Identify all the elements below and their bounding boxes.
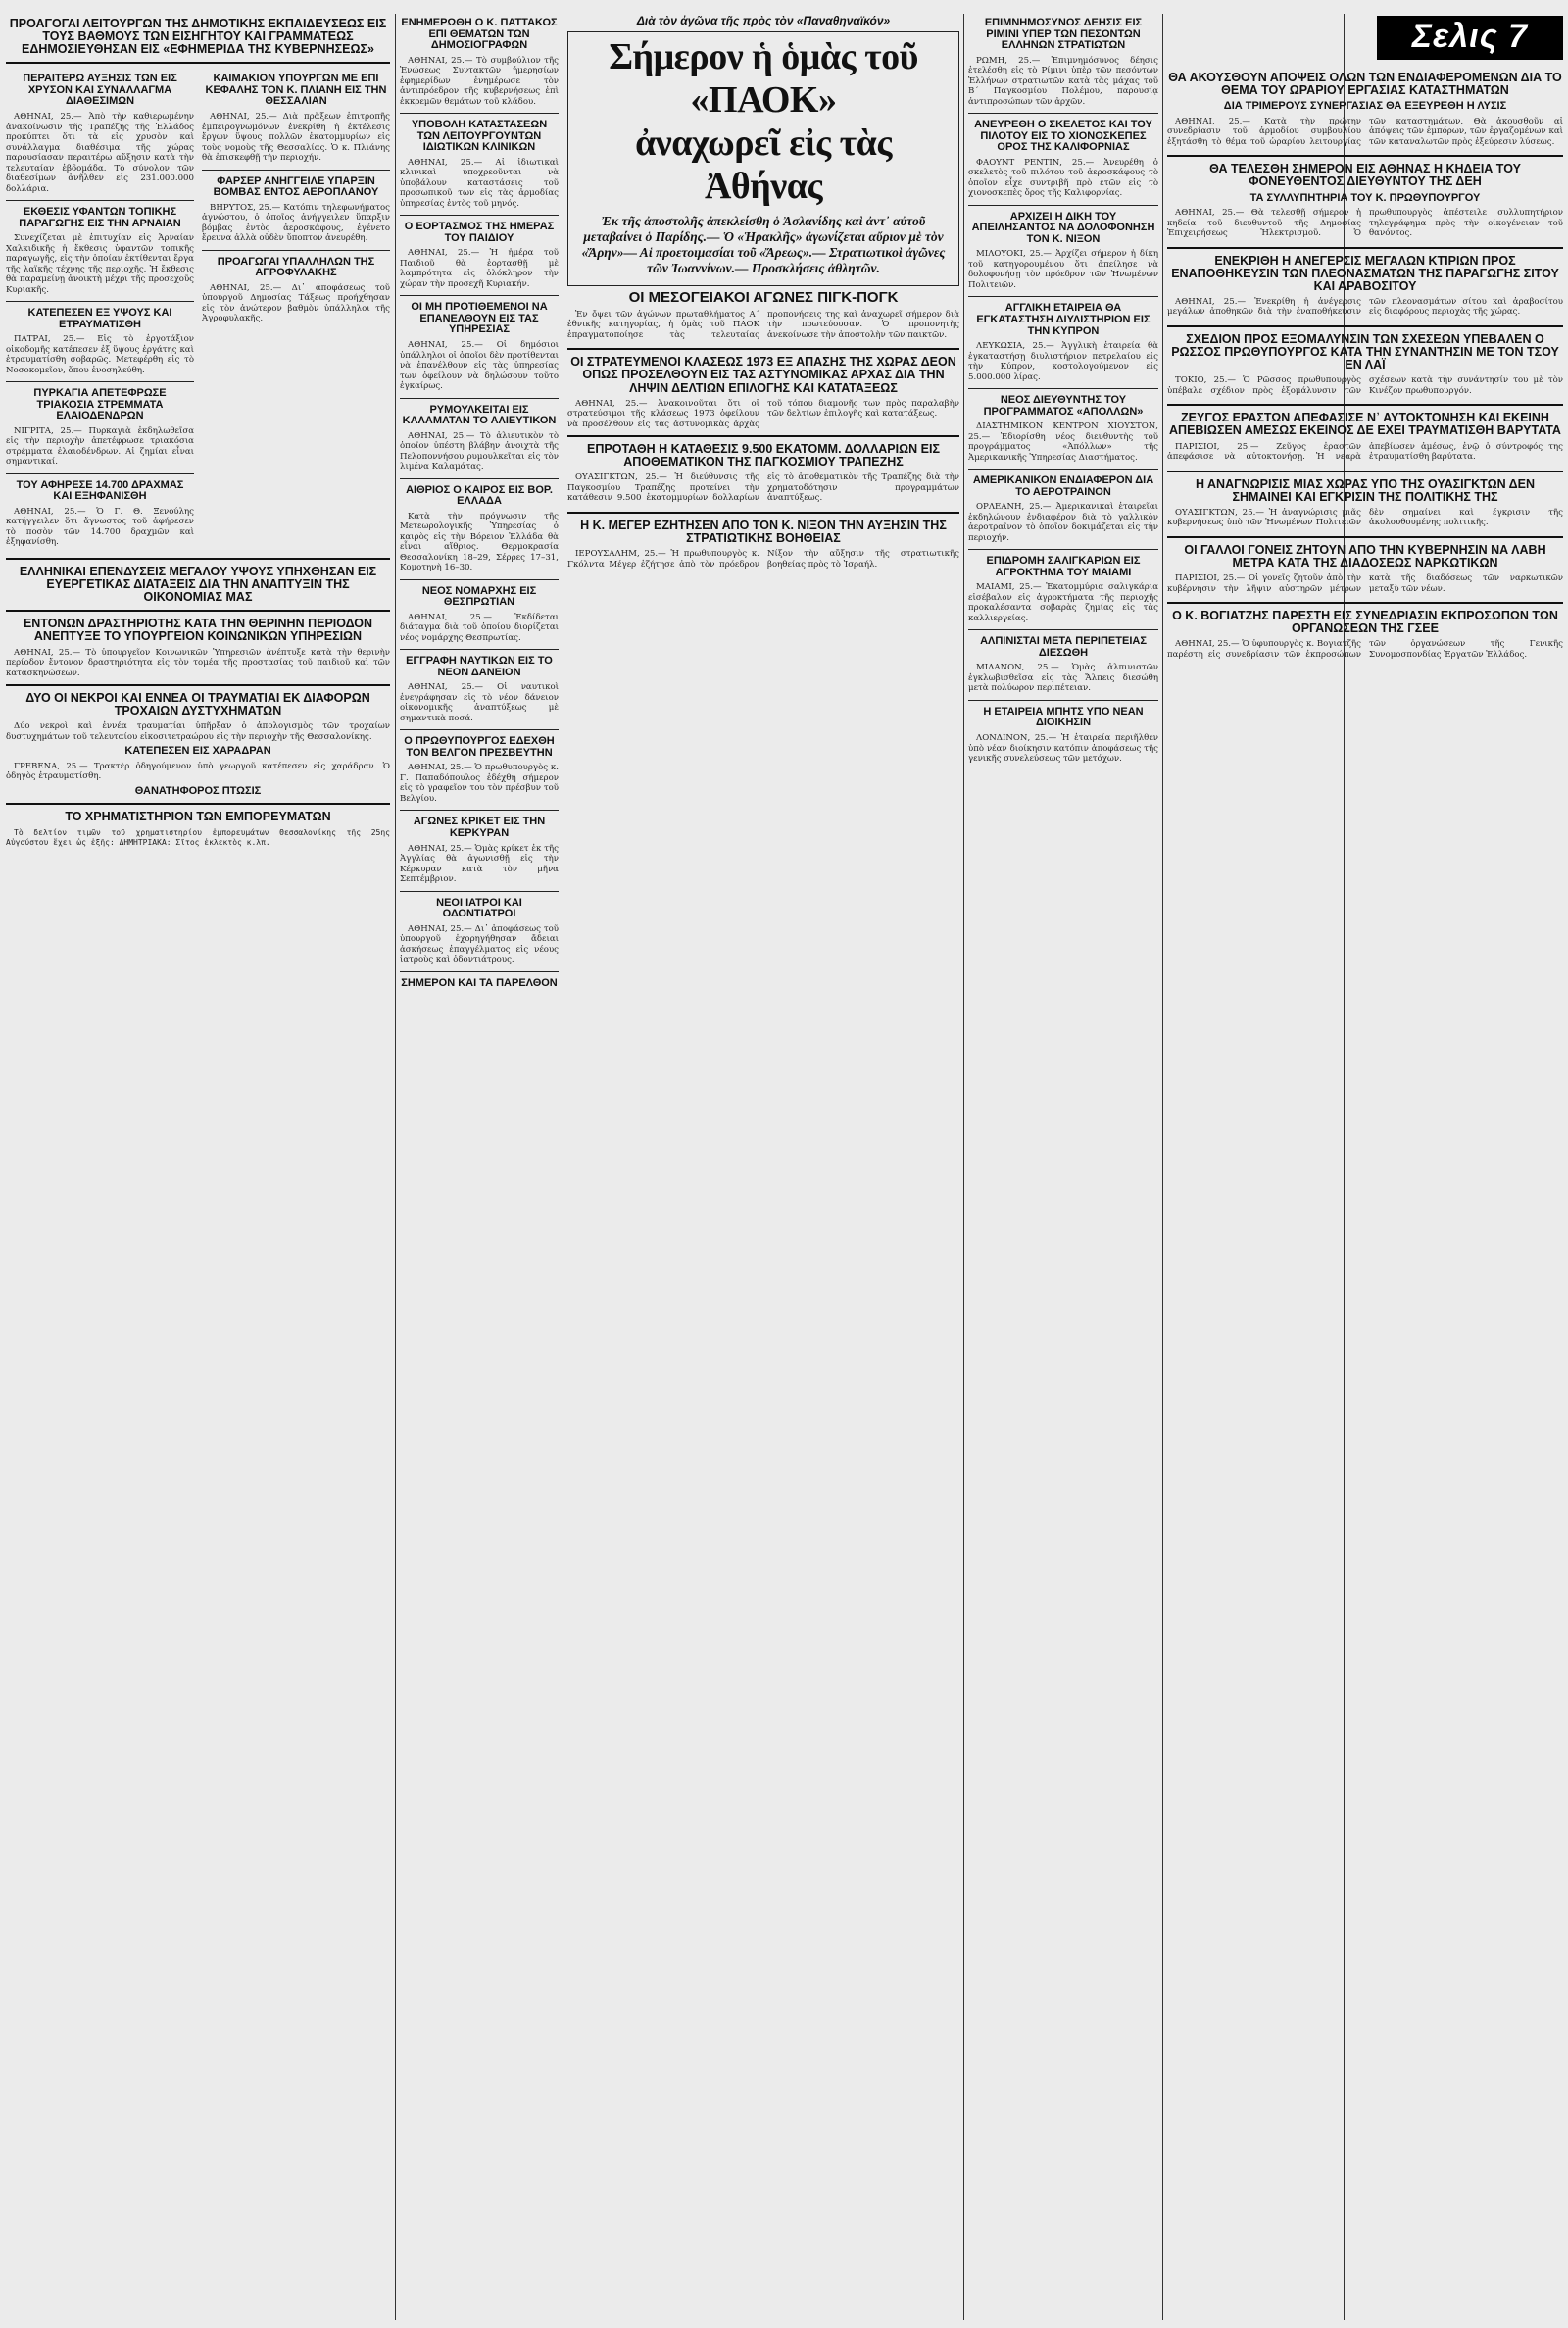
- left-column: [6, 14, 390, 2320]
- divider: [400, 729, 559, 730]
- article-headline: ΣΧΕΔΙΟΝ ΠΡΟΣ ΕΞΟΜΑΛΥΝΣΙΝ ΤΩΝ ΣΧΕΣΕΩΝ ΥΠΕΒΑΛΕΝ Ο ΡΩΣΣΟΣ ΠΡΩΘΥΠΟΥΡΓΟΣ ΚΑΤΑ ΤΗΝ ΣΥΝΑΝΤΗΣΙΝ ΜΕ ΤΟΝ ΤΣΟΥ ΕΝ ΛΑΪ: [1171, 331, 1559, 372]
- article-columns: [567, 549, 959, 571]
- column-2: [400, 14, 559, 2320]
- article-body: Δύο νεκροὶ καὶ ἐννέα τραυματίαι ὑπῆρξαν ὁ ἀπολογισμὸς τῶν τροχαίων δυστυχημάτων τοῦ τελευταίου εἰκοσιτετραώρου εἰς τὴν περιοχὴν τῆς Θεσσαλονίκης.: [6, 721, 390, 742]
- article-body: ΑΘΗΝΑΙ, 25.— Τὸ συμβούλιον τῆς Ἑνώσεως Συντακτῶν ἡμερησίων ἐφημερίδων ἐνημέρωσε τὸν ἀντιπρόεδρον τῆς κυβερνήσεως ἐπὶ ἐκκρεμῶν θεμάτων τοῦ κλάδου.: [400, 55, 559, 107]
- divider: [400, 215, 559, 216]
- divider: [968, 205, 1158, 206]
- divider: [6, 381, 194, 382]
- left-main-headline: ΠΡΟΑΓΟΓΑΙ ΛΕΙΤΟΥΡΓΩΝ ΤΗΣ ΔΗΜΟΤΙΚΗΣ ΕΚΠΑΙΔΕΥΣΕΩΣ ΕΙΣ ΤΟΥΣ ΒΑΘΜΟΥΣ ΤΩΝ ΕΙΣΗΓΗΤΟΥ ΚΑΙ ΓΡΑΜΜΑΤΕΩΣ ΕΔΗΜΟΣΙΕΥΘΗΣΑΝ ΕΙΣ «ΕΦΗΜΕΡΙΔΑ ΤΗΣ ΚΥΒΕΡΝΗΣΕΩΣ»: [9, 17, 387, 57]
- article-body: ΜΙΛΑΝΟΝ, 25.— Ὁμὰς ἀλπινιστῶν ἐγκλωβισθεῖσα εἰς τὰς Ἄλπεις διεσώθη μετὰ πολύωρον περιπέτειαν.: [968, 663, 1158, 694]
- article-headline: ΟΙ ΣΤΡΑΤΕΥΜΕΝΟΙ ΚΛΑΣΕΩΣ 1973 ΕΞ ΑΠΑΣΗΣ ΤΗΣ ΧΩΡΑΣ ΔΕΟΝ ΟΠΩΣ ΠΡΟΣΕΛΘΟΥΝ ΕΙΣ ΤΑΣ ΑΣΤΥΝΟΜΙΚΑΣ ΑΡΧΑΣ ΔΙΑ ΤΗΝ ΛΗΨΙΝ ΔΕΛΤΙΩΝ ΕΠΙΛΟΓΗΣ ΚΑΙ ΚΑΤΑΤΑΞΕΩΣ: [570, 355, 956, 395]
- divider: [400, 579, 559, 580]
- article-headline: Ο Κ. ΒΟΓΙΑΤΖΗΣ ΠΑΡΕΣΤΗ ΕΙΣ ΣΥΝΕΔΡΙΑΣΙΝ ΕΚΠΡΟΣΩΠΩΝ ΤΩΝ ΟΡΓΑΝΩΣΕΩΝ ΤΗΣ ΓΣΕΕ: [1172, 609, 1558, 636]
- divider: [400, 649, 559, 650]
- article-headline: ΕΝΗΜΕΡΩΘΗ Ο Κ. ΠΑΤΤΑΚΟΣ ΕΠΙ ΘΕΜΑΤΩΝ ΤΩΝ ΔΗΜΟΣΙΟΓΡΑΦΩΝ: [401, 17, 558, 52]
- article-body: ΑΘΗΝΑΙ, 25.— Ἀνακοινοῦται ὅτι οἱ στρατεύσιμοι τῆς κλάσεως 1973 ὀφείλουν νὰ προσέλθουν εἰς τὰς ἀστυνομικὰς ἀρχὰς τοῦ τόπου διαμονῆς των πρὸς παραλαβὴν τῶν δελτίων ἐπιλογῆς καὶ κατατάξεως.: [567, 398, 959, 429]
- lead-deck: Ἐκ τῆς ἀποστολῆς ἀπεκλείσθη ὁ Ἀσλανίδης καὶ ἀντ᾽ αὐτοῦ μεταβαίνει ὁ Παρίδης.— Ὁ «Ἡρακλῆς» ἀγωνίζεται αὔριον μὲ τὸν «Ἄρην»— Αἱ προετοιμασίαι τοῦ «Ἄρεως».— Στρατιωτικοὶ ἀγῶνες τῶν Ἰωαννίνων.— Προσκλήσεις ἀθλητῶν.: [581, 214, 946, 275]
- article-columns: [1167, 639, 1563, 662]
- column-rule: [963, 14, 964, 2320]
- right-column: [1167, 14, 1563, 2320]
- article-headline: ΚΑΤΕΠΕΣΕΝ ΕΞ ΥΨΟΥΣ ΚΑΙ ΕΤΡΑΥΜΑΤΙΣΘΗ: [27, 307, 172, 330]
- article-headline: ΕΝΕΚΡΙΘΗ Η ΑΝΕΓΕΡΣΙΣ ΜΕΓΑΛΩΝ ΚΤΙΡΙΩΝ ΠΡΟΣ ΕΝΑΠΟΘΗΚΕΥΣΙΝ ΤΩΝ ΠΛΕΟΝΑΣΜΑΤΩΝ ΤΗΣ ΠΑΡΑΓΩΓΗΣ ΣΙΤΟΥ ΚΑΙ ΑΡΑΒΟΣΙΤΟΥ: [1171, 253, 1559, 293]
- divider: [202, 170, 390, 171]
- article-body: ΑΘΗΝΑΙ, 25.— Οἱ δημόσιοι ὑπάλληλοι οἱ ὁποῖοι δὲν προτίθενται νὰ ἐπανέλθουν εἰς τὰς ὑπηρεσίας των ὀφείλουν νὰ δηλώσουν τοῦτο ἐγκαίρως.: [400, 340, 559, 392]
- article-headline: ΕΝΤΟΝΩΝ ΔΡΑΣΤΗΡΙΟΤΗΣ ΚΑΤΑ ΤΗΝ ΘΕΡΙΝΗΝ ΠΕΡΙΟΔΟΝ ΑΝΕΠΤΥΞΕ ΤΟ ΥΠΟΥΡΓΕΙΟΝ ΚΟΙΝΩΝΙΚΩΝ ΥΠΗΡΕΣΙΩΝ: [23, 617, 373, 644]
- article-body: ΑΘΗΝΑΙ, 25.— Θὰ τελεσθῇ σήμερον ἡ κηδεία τοῦ διευθυντοῦ τῆς Δημοσίας Ἐπιχειρήσεως Ἠλεκτρισμοῦ. Ὁ πρωθυπουργὸς ἀπέστειλε συλλυπητήριον τηλεγράφημα πρὸς τὴν οἰκογένειαν τοῦ θανόντος.: [1167, 208, 1563, 239]
- article-body: ΑΘΗΝΑΙ, 25.— Ὁμὰς κρίκετ ἐκ τῆς Ἀγγλίας θὰ ἀγωνισθῇ εἰς τὴν Κέρκυραν κατὰ τὸν μῆνα Σεπτέμβριον.: [400, 843, 559, 885]
- column-rule: [1162, 14, 1163, 2320]
- lead-headline-line-2: ἀναχωρεῖ εἰς τὰς Ἀθήνας: [635, 123, 892, 207]
- article-body: ΠΑΤΡΑΙ, 25.— Εἰς τὸ ἐργοτάξιον οἰκοδομῆς κατέπεσεν ἐξ ὕψους ἐργάτης καὶ ἐτραυματίσθη σοβαρῶς. Μετεφέρθη εἰς τὸ Νοσοκομεῖον, ὅπου ἐνοσηλεύθη.: [6, 334, 194, 375]
- article-columns: [567, 472, 959, 506]
- article-headline: ΚΑΙΜΑΚΙΟΝ ΥΠΟΥΡΓΩΝ ΜΕ ΕΠΙ ΚΕΦΑΛΗΣ ΤΟΝ Κ. ΠΛΙΑΝΗ ΕΙΣ ΤΗΝ ΘΕΣΣΑΛΙΑΝ: [205, 73, 387, 108]
- article-headline: ΤΟΥ ΑΦΗΡΕΣΕ 14.700 ΔΡΑΧΜΑΣ ΚΑΙ ΕΞΗΦΑΝΙΣΘΗ: [16, 478, 184, 503]
- divider: [968, 700, 1158, 701]
- divider: [968, 388, 1158, 389]
- article-headline: ΠΕΡΑΙΤΕΡΩ ΑΥΞΗΣΙΣ ΤΩΝ ΕΙΣ ΧΡΥΣΟΝ ΚΑΙ ΣΥΝΑΛΛΑΓΜΑ ΔΙΑΘΕΣΙΜΩΝ: [23, 73, 177, 108]
- article-headline: ΑΡΧΙΖΕΙ Η ΔΙΚΗ ΤΟΥ ΑΠΕΙΛΗΣΑΝΤΟΣ ΝΑ ΔΟΛΟΦΟΝΗΣΗ ΤΟΝ Κ. ΝΙΞΟΝ: [971, 210, 1155, 245]
- top-strip: Διὰ τὸν ἀγῶνα τῆς πρὸς τὸν «Παναθηναϊκόν»: [636, 14, 891, 27]
- article-headline: ΦΑΡΣΕΡ ΑΝΗΓΓΕΙΛΕ ΥΠΑΡΞΙΝ ΒΟΜΒΑΣ ΕΝΤΟΣ ΑΕΡΟΠΛΑΝΟΥ: [213, 174, 379, 199]
- article-headline: ΠΥΡΚΑΓΙΑ ΑΠΕΤΕΦΡΩΣΕ ΤΡΙΑΚΟΣΙΑ ΣΤΡΕΜΜΑΤΑ ΕΛΑΙΟΔΕΝΔΡΩΝ: [33, 387, 167, 422]
- article-headline: ΕΠΡΟΤΑΘΗ Η ΚΑΤΑΘΕΣΙΣ 9.500 ΕΚΑΤΟΜΜ. ΔΟΛΛΑΡΙΩΝ ΕΙΣ ΑΠΟΘΕΜΑΤΙΚΟΝ ΤΗΣ ΠΑΓΚΟΣΜΙΟΥ ΤΡΑΠΕΖΗΣ: [587, 442, 940, 470]
- divider: [6, 301, 194, 302]
- divider: [968, 296, 1158, 297]
- article-body: Ἐν ὄψει τῶν ἀγώνων πρωταθλήματος Α΄ ἐθνικῆς κατηγορίας, ἡ ὁμὰς τοῦ ΠΑΟΚ ἐπραγματοποίησε τὰς τελευταίας προπονήσεις της καὶ ἀναχωρεῖ σήμερον διὰ τὴν πρωτεύουσαν. Ὁ προπονητὴς ἀνεκοίνωσε τὴν ἀποστολὴν τῶν παικτῶν.: [567, 309, 959, 340]
- article-body: ΠΑΡΙΣΙΟΙ, 25.— Οἱ γονεῖς ζητοῦν ἀπὸ τὴν κυβέρνησιν τὴν λῆψιν αὐστηρῶν μέτρων κατὰ τῆς διαδόσεως τῶν ναρκωτικῶν μεταξὺ τῶν νέων.: [1167, 573, 1563, 594]
- divider: [1167, 471, 1563, 472]
- divider: [6, 803, 390, 805]
- divider: [6, 473, 194, 474]
- article-body: Κατὰ τὴν πρόγνωσιν τῆς Μετεωρολογικῆς Ὑπηρεσίας ὁ καιρὸς εἰς τὴν Βόρειον Ἑλλάδα θὰ εἶναι αἴθριος. Θερμοκρασία Θεσσαλονίκη 18–29, Σέρρες 17–31, Κομοτηνὴ 16–30.: [400, 511, 559, 573]
- article-headline: ΘΑ ΑΚΟΥΣΘΟΥΝ ΑΠΟΨΕΙΣ ΟΛΩΝ ΤΩΝ ΕΝΔΙΑΦΕΡΟΜΕΝΩΝ ΔΙΑ ΤΟ ΘΕΜΑ ΤΟΥ ΩΡΑΡΙΟΥ ΕΡΓΑΣΙΑΣ ΚΑΤΑΣΤΗΜΑΤΩΝ: [1168, 71, 1562, 98]
- divider: [1167, 536, 1563, 538]
- article-headline: ΑΓΓΛΙΚΗ ΕΤΑΙΡΕΙΑ ΘΑ ΕΓΚΑΤΑΣΤΗΣΗ ΔΙΥΛΙΣΤΗΡΙΟΝ ΕΙΣ ΤΗΝ ΚΥΠΡΟΝ: [976, 302, 1151, 337]
- article-headline: ΕΠΙΜΝΗΜΟΣΥΝΟΣ ΔΕΗΣΙΣ ΕΙΣ ΡΙΜΙΝΙ ΥΠΕΡ ΤΩΝ ΠΕΣΟΝΤΩΝ ΕΛΛΗΝΩΝ ΣΤΡΑΤΙΩΤΩΝ: [984, 17, 1143, 52]
- article-headline: Η Κ. ΜΕΓΕΡ ΕΖΗΤΗΣΕΝ ΑΠΟ ΤΟΝ Κ. ΝΙΞΟΝ ΤΗΝ ΑΥΞΗΣΙΝ ΤΗΣ ΣΤΡΑΤΙΩΤΙΚΗΣ ΒΟΗΘΕΙΑΣ: [580, 518, 947, 545]
- divider: [400, 398, 559, 399]
- divider: [1167, 602, 1563, 604]
- article-headline: ΣΗΜΕΡΟΝ ΚΑΙ ΤΑ ΠΑΡΕΛΘΟΝ: [401, 976, 558, 989]
- article-body: ΓΡΕΒΕΝΑ, 25.— Τρακτὲρ ὁδηγούμενον ὑπὸ γεωργοῦ κατέπεσεν εἰς χαράδραν. Ὁ ὁδηγὸς ἐτραυματίσθη.: [6, 761, 390, 782]
- article-body: ΙΕΡΟΥΣΑΛΗΜ, 25.— Ἡ πρωθυπουργὸς κ. Γκόλντα Μέγερ ἐζήτησε ἀπὸ τὸν πρόεδρον Νίξον τὴν αὔξησιν τῆς στρατιωτικῆς βοηθείας πρὸς τὸ Ἰσραήλ.: [567, 549, 959, 570]
- article-headline: ΑΛΠΙΝΙΣΤΑΙ ΜΕΤΑ ΠΕΡΙΠΕΤΕΙΑΣ ΔΙΕΣΩΘΗ: [980, 635, 1147, 659]
- article-body: ΜΙΛΟΥΟΚΙ, 25.— Ἀρχίζει σήμερον ἡ δίκη τοῦ κατηγορουμένου ὅτι ἀπείλησε νὰ δολοφονήσῃ τὸν πρόεδρον τῶν Ἡνωμένων Πολιτειῶν.: [968, 249, 1158, 290]
- divider: [6, 200, 194, 201]
- article-body: ΑΘΗΝΑΙ, 25.— Τὸ ἁλιευτικὸν τὸ ὁποῖον ὑπέστη βλάβην ἀνοιχτὰ τῆς Πελοποννήσου ρυμουλκεῖται εἰς τὸν λιμένα Καλαμάτας.: [400, 430, 559, 472]
- article-headline: ΑΝΕΥΡΕΘΗ Ο ΣΚΕΛΕΤΟΣ ΚΑΙ ΤΟΥ ΠΙΛΟΤΟΥ ΕΙΣ ΤΟ ΧΙΟΝΟΣΚΕΠΕΣ ΟΡΟΣ ΤΗΣ ΚΑΛΙΦΟΡΝΙΑΣ: [974, 119, 1152, 154]
- article-body: ΛΕΥΚΩΣΙΑ, 25.— Ἀγγλικὴ ἑταιρεία θὰ ἐγκαταστήσῃ διυλιστήριον πετρελαίου εἰς τὴν Κύπρον, κοστολογούμενον εἰς 5.000.000 λίρας.: [968, 341, 1158, 382]
- article-columns: [1167, 208, 1563, 241]
- article-columns: [1167, 573, 1563, 596]
- divider: [968, 629, 1158, 630]
- article-body: Συνεχίζεται μὲ ἐπιτυχίαν εἰς Ἀρναίαν Χαλκιδικῆς ἡ ἔκθεσις ὑφαντῶν τοπικῆς παραγωγῆς, εἰς τὴν ὁποίαν ἐκτίθενται ἔργα τῆς λαϊκῆς τέχνης τῆς περιοχῆς. Ἡ ἔκθεσις θὰ παραμείνῃ ἀνοικτὴ μέχρι τῆς προσεχοῦς Κυριακῆς.: [6, 233, 194, 295]
- divider: [1167, 325, 1563, 327]
- article-body: Τὸ δελτίον τιμῶν τοῦ χρηματιστηρίου ἐμπορευμάτων Θεσσαλονίκης τῆς 25ης Αὐγούστου ἔχει ὡς ἑξῆς: ΔΗΜΗΤΡΙΑΚΑ: Σῖτος ἐκλεκτὸς κ.λπ.: [6, 827, 390, 847]
- article-headline: ΟΙ ΜΗ ΠΡΟΤΙΘΕΜΕΝΟΙ ΝΑ ΕΠΑΝΕΛΘΟΥΝ ΕΙΣ ΤΑΣ ΥΠΗΡΕΣΙΑΣ: [411, 301, 548, 336]
- divider: [400, 113, 559, 114]
- article-columns: [1167, 442, 1563, 465]
- article-body: ΟΥΑΣΙΓΚΤΩΝ, 25.— Ἡ διεύθυνσις τῆς Παγκοσμίου Τραπέζης προτείνει τὴν κατάθεσιν 9.500 ἑκατομμυρίων δολλαρίων εἰς τὸ ἀποθεματικὸν τῆς Τραπέζης διὰ τὴν χρηματοδότησιν προγραμμάτων ἀναπτύξεως.: [567, 472, 959, 504]
- article-headline: ΑΙΘΡΙΟΣ Ο ΚΑΙΡΟΣ ΕΙΣ ΒΟΡ. ΕΛΛΑΔΑ: [406, 483, 553, 508]
- article-subheadline: ΤΑ ΣΥΛΛΥΠΗΤΗΡΙΑ ΤΟΥ Κ. ΠΡΩΘΥΠΟΥΡΓΟΥ: [1250, 191, 1481, 204]
- lead-headline-line-1: Σήμερον ἡ ὁμὰς τοῦ «ΠΑΟΚ»: [609, 36, 918, 121]
- divider: [6, 558, 390, 560]
- article-headline: ΔΥΟ ΟΙ ΝΕΚΡΟΙ ΚΑΙ ΕΝΝΕΑ ΟΙ ΤΡΑΥΜΑΤΙΑΙ ΕΚ ΔΙΑΦΟΡΩΝ ΤΡΟΧΑΙΩΝ ΔΥΣΤΥΧΗΜΑΤΩΝ: [25, 691, 370, 718]
- article-headline: ΕΚΘΕΣΙΣ ΥΦΑΝΤΩΝ ΤΟΠΙΚΗΣ ΠΑΡΑΓΩΓΗΣ ΕΙΣ ΤΗΝ ΑΡΝΑΙΑΝ: [19, 206, 181, 229]
- divider: [400, 810, 559, 811]
- divider: [6, 610, 390, 612]
- article-subheadline: ΔΙΑ ΤΡΙΜΕΡΟΥΣ ΣΥΝΕΡΓΑΣΙΑΣ ΘΑ ΕΞΕΥΡΕΘΗ Η ΛΥΣΙΣ: [1223, 100, 1507, 113]
- article-body: ΑΘΗΝΑΙ, 25.— Ἐνεκρίθη ἡ ἀνέγερσις μεγάλων ἀποθηκῶν διὰ τὴν ἐναποθήκευσιν τῶν πλεονασμάτων σίτου καὶ ἀραβοσίτου εἰς διαφόρους περιοχὰς τῆς χώρας.: [1167, 296, 1563, 318]
- article-headline: ΚΑΤΕΠΕΣΕΝ ΕΙΣ ΧΑΡΑΔΡΑΝ: [124, 745, 271, 758]
- article-body: ΑΘΗΝΑΙ, 25.— Δι᾽ ἀποφάσεως τοῦ ὑπουργοῦ ἐχορηγήθησαν ἄδειαι ἀσκήσεως ἐπαγγέλματος εἰς νέους ἰατροὺς καὶ ὀδοντιάτρους.: [400, 923, 559, 966]
- article-body: ΔΙΑΣΤΗΜΙΚΟΝ ΚΕΝΤΡΟΝ ΧΙΟΥΣΤΟΝ, 25.— Ἐδιορίσθη νέος διευθυντὴς τοῦ προγράμματος «Ἀπόλλων» τῆς Ἀμερικανικῆς Ὑπηρεσίας Διαστήματος.: [968, 421, 1158, 463]
- article-body: ΝΙΓΡΙΤΑ, 25.— Πυρκαγιὰ ἐκδηλωθεῖσα εἰς τὴν περιοχὴν ἀπετέφρωσε τριακόσια στρέμματα ἐλαιοδένδρων. Αἱ ζημίαι εἶναι σημαντικαί.: [6, 425, 194, 468]
- article-headline: ΖΕΥΓΟΣ ΕΡΑΣΤΩΝ ΑΠΕΦΑΣΙΣΕ Ν᾽ ΑΥΤΟΚΤΟΝΗΣΗ ΚΑΙ ΕΚΕΙΝΗ ΑΠΕΒΙΩΣΕΝ ΑΜΕΣΩΣ ΕΚΕΙΝΟΣ ΔΕ ΕΧΕΙ ΤΡΑΥΜΑΤΙΣΘΗ ΒΑΡΥΤΑΤΑ: [1169, 411, 1561, 438]
- masthead-row: [1167, 14, 1563, 68]
- article-columns: [567, 310, 959, 343]
- article-headline: ΑΜΕΡΙΚΑΝΙΚΟΝ ΕΝΔΙΑΦΕΡΟΝ ΔΙΑ ΤΟ ΑΕΡΟΤΡΑΙΝΟΝ: [972, 474, 1154, 498]
- article-body: ΡΩΜΗ, 25.— Ἐπιμνημόσυνος δέησις ἐτελέσθη εἰς τὸ Ρίμινι ὑπὲρ τῶν πεσόντων Ἑλλήνων στρατιωτῶν κατὰ τὰς μάχας τοῦ Β΄ Παγκοσμίου Πολέμου, παρουσίᾳ ἀντιπροσώπων τῶν ἀρχῶν.: [968, 55, 1158, 107]
- article-body: ΒΗΡΥΤΟΣ, 25.— Κατόπιν τηλεφωνήματος ἀγνώστου, ὁ ὁποῖος ἀνήγγειλεν ὕπαρξιν βόμβας ἐντὸς ἀεροσκάφους, ἐγένετο ἔρευνα ἀλλὰ οὐδὲν ὕποπτον ἀνευρέθη.: [202, 202, 390, 244]
- divider: [202, 250, 390, 251]
- article-body: ΑΘΗΝΑΙ, 25.— Δι᾽ ἀποφάσεως τοῦ ὑπουργοῦ Δημοσίας Τάξεως προήχθησαν εἰς τὸν ἀνώτερον βαθμὸν ὑπάλληλοι τῆς Ἀγροφυλακῆς.: [202, 282, 390, 324]
- article-body: ΑΘΗΝΑΙ, 25.— Ὁ ὑφυπουργὸς κ. Βογιατζῆς παρέστη εἰς συνεδρίασιν τῶν ἐκπροσώπων τῶν ὀργανώσεων τῆς Γενικῆς Συνομοσπονδίας Ἐργατῶν Ἑλλάδος.: [1167, 639, 1563, 660]
- article-body: ΠΑΡΙΣΙΟΙ, 25.— Ζεῦγος ἐραστῶν ἀπεφάσισε νὰ αὐτοκτονήσῃ. Ἡ νεαρὰ ἀπεβίωσεν ἀμέσως, ἐνῷ ὁ σύντροφός της ἐτραυματίσθη βαρύτατα.: [1167, 441, 1563, 463]
- article-body: ΑΘΗΝΑΙ, 25.— Κατὰ τὴν πρώτην συνεδρίασιν τοῦ ἁρμοδίου συμβουλίου ἐξητάσθη τὸ θέμα τοῦ ὡραρίου λειτουργίας τῶν καταστημάτων. Θὰ ἀκουσθοῦν αἱ ἀπόψεις τῶν ἐμπόρων, τῶν ἐργαζομένων καὶ τῶν καταναλωτῶν πρὸς ἐξεύρεσιν λύσεως.: [1167, 116, 1563, 147]
- article-headline: ΥΠΟΒΟΛΗ ΚΑΤΑΣΤΑΣΕΩΝ ΤΩΝ ΛΕΙΤΟΥΡΓΟΥΝΤΩΝ ΙΔΙΩΤΙΚΩΝ ΚΛΙΝΙΚΩΝ: [411, 119, 548, 154]
- article-body: ΑΘΗΝΑΙ, 25.— Οἱ ναυτικοὶ ἐνεγράφησαν εἰς τὸ νέον δάνειον οἰκονομικῆς ἀναπτύξεως μὲ σημαντικὰ ποσά.: [400, 682, 559, 723]
- article-headline: ΕΛΛΗΝΙΚΑΙ ΕΠΕΝΔΥΣΕΙΣ ΜΕΓΑΛΟΥ ΥΨΟΥΣ ΥΠΗΧΘΗΣΑΝ ΕΙΣ ΕΥΕΡΓΕΤΙΚΑΣ ΔΙΑΤΑΞΕΙΣ ΔΙΑ ΤΗΝ ΑΝΑΠΤΥΞΙΝ ΤΗΣ ΟΙΚΟΝΟΜΙΑΣ ΜΑΣ: [19, 564, 377, 605]
- article-headline: Η ΑΝΑΓΝΩΡΙΣΙΣ ΜΙΑΣ ΧΩΡΑΣ ΥΠΟ ΤΗΣ ΟΥΑΣΙΓΚΤΩΝ ΔΕΝ ΣΗΜΑΙΝΕΙ ΚΑΙ ΕΓΚΡΙΣΙΝ ΤΗΣ ΠΟΛΙΤΙΚΗΣ ΤΗΣ: [1195, 476, 1535, 504]
- article-headline: Ο ΕΟΡΤΑΣΜΟΣ ΤΗΣ ΗΜΕΡΑΣ ΤΟΥ ΠΑΙΔΙΟΥ: [404, 221, 555, 244]
- article-headline: ΕΠΙΔΡΟΜΗ ΣΑΛΙΓΚΑΡΙΩΝ ΕΙΣ ΑΓΡΟΚΤΗΜΑ ΤΟΥ ΜΑΙΑΜΙ: [986, 555, 1141, 578]
- article-headline: ΑΓΩΝΕΣ ΚΡΙΚΕΤ ΕΙΣ ΤΗΝ ΚΕΡΚΥΡΑΝ: [413, 816, 546, 840]
- divider: [968, 113, 1158, 114]
- article-body: ΟΡΛΕΑΝΗ, 25.— Ἀμερικανικαὶ ἑταιρεῖαι ἐκδηλώνουν ἐνδιαφέρον διὰ τὸ γαλλικὸν ἀεροτραῖνον τὸ ὁποῖον δοκιμάζεται εἰς τὴν περιοχήν.: [968, 502, 1158, 543]
- divider: [400, 478, 559, 479]
- article-headline: ΝΕΟΣ ΝΟΜΑΡΧΗΣ ΕΙΣ ΘΕΣΠΡΩΤΙΑΝ: [421, 584, 537, 609]
- article-headline: ΡΥΜΟΥΛΚΕΙΤΑΙ ΕΙΣ ΚΑΛΑΜΑΤΑΝ ΤΟ ΑΛΙΕΥΤΙΚΟΝ: [402, 403, 557, 427]
- lead-story-box: [567, 31, 959, 286]
- article-columns: [1167, 375, 1563, 398]
- left-two-columns: [6, 70, 390, 552]
- article-body: ΦΑΟΥΝΤ ΡΕΝΤΙΝ, 25.— Ἀνευρέθη ὁ σκελετὸς τοῦ πιλότου τοῦ ἀεροσκάφους τὸ ὁποῖον εἶχε συντριβῆ πρὸ ἐτῶν εἰς τὸ χιονοσκεπὲς ὄρος τῆς Καλιφορνίας.: [968, 157, 1158, 199]
- divider: [1167, 155, 1563, 157]
- divider: [6, 684, 390, 686]
- page-number-logo: Σελις 7: [1377, 16, 1563, 60]
- article-headline: ΟΙ ΜΕΣΟΓΕΙΑΚΟΙ ΑΓΩΝΕΣ ΠΙΓΚ-ΠΟΓΚ: [628, 289, 899, 306]
- article-headline: ΘΑ ΤΕΛΕΣΘΗ ΣΗΜΕΡΟΝ ΕΙΣ ΑΘΗΝΑΣ Η ΚΗΔΕΙΑ ΤΟΥ ΦΟΝΕΥΘΕΝΤΟΣ ΔΙΕΥΘΥΝΤΟΥ ΤΗΣ ΔΕΗ: [1209, 162, 1521, 189]
- article-body: ΜΑΙΑΜΙ, 25.— Ἑκατομμύρια σαλιγκάρια εἰσέβαλον εἰς ἀγροκτήματα τῆς περιοχῆς προκαλέσαντα σοβαρὰς ζημίας εἰς τὰς καλλιεργείας.: [968, 582, 1158, 623]
- article-body: ΑΘΗΝΑΙ, 25.— Διὰ πρᾶξεων ἐπιτροπῆς ἐμπειρογνωμόνων ἐνεκρίθη ἡ ἐκτέλεσις ἔργων ὕψους πολλῶν ἑκατομμυρίων εἰς τοὺς νομοὺς τῆς Θεσσαλίας. Ὁ κ. Πλιάνης θὰ ἐπισκεφθῇ τὴν περιοχήν.: [202, 112, 390, 164]
- article-columns: [1167, 117, 1563, 150]
- article-headline: ΝΕΟΙ ΙΑΤΡΟΙ ΚΑΙ ΟΔΟΝΤΙΑΤΡΟΙ: [436, 896, 522, 920]
- article-columns: [1167, 508, 1563, 530]
- divider: [567, 348, 959, 350]
- divider: [567, 512, 959, 514]
- article-headline: Ο ΠΡΩΘΥΠΟΥΡΓΟΣ ΕΔΕΧΘΗ ΤΟΝ ΒΕΛΓΟΝ ΠΡΕΣΒΕΥΤΗΝ: [404, 735, 555, 759]
- article-headline: ΟΙ ΓΑΛΛΟΙ ΓΟΝΕΙΣ ΖΗΤΟΥΝ ΑΠΟ ΤΗΝ ΚΥΒΕΡΝΗΣΙΝ ΝΑ ΛΑΒΗ ΜΕΤΡΑ ΚΑΤΑ ΤΗΣ ΔΙΑΔΟΣΕΩΣ ΝΑΡΚΩΤΙΚΩΝ: [1184, 542, 1546, 570]
- divider: [400, 971, 559, 972]
- article-body: ΑΘΗΝΑΙ, 25.— Αἱ ἰδιωτικαὶ κλινικαὶ ὑποχρεοῦνται νὰ ὑποβάλουν καταστάσεις τοῦ προσωπικοῦ των εἰς τὰς ἁρμοδίας ὑπηρεσίας ἐντὸς τοῦ μηνός.: [400, 157, 559, 209]
- article-body: ΑΘΗΝΑΙ, 25.— Ἐκδίδεται διάταγμα διὰ τοῦ ὁποίου διορίζεται νέος νομάρχης Θεσπρωτίας.: [400, 612, 559, 643]
- article-columns: [567, 399, 959, 430]
- left-subcol-a: [6, 70, 194, 552]
- article-headline: ΕΓΓΡΑΦΗ ΝΑΥΤΙΚΩΝ ΕΙΣ ΤΟ ΝΕΟΝ ΔΑΝΕΙΟΝ: [406, 655, 553, 678]
- article-columns: [1167, 297, 1563, 320]
- article-headline: ΘΑΝΑΤΗΦΟΡΟΣ ΠΤΩΣΙΣ: [134, 784, 262, 797]
- divider: [968, 469, 1158, 470]
- article-headline: Η ΕΤΑΙΡΕΙΑ ΜΠΗΤΣ ΥΠΟ ΝΕΑΝ ΔΙΟΙΚΗΣΙΝ: [983, 705, 1144, 729]
- divider: [1167, 247, 1563, 249]
- article-headline: ΝΕΟΣ ΔΙΕΥΘΥΝΤΗΣ ΤΟΥ ΠΡΟΓΡΑΜΜΑΤΟΣ «ΑΠΟΛΛΩΝ»: [983, 394, 1144, 418]
- divider: [567, 435, 959, 437]
- article-body: ΑΘΗΝΑΙ, 25.— Ὁ πρωθυπουργὸς κ. Γ. Παπαδόπουλος ἐδέχθη σήμερον εἰς τὸ γραφεῖον του τὸν πρέσβυν τοῦ Βελγίου.: [400, 763, 559, 804]
- column-rule: [563, 14, 564, 2320]
- article-body: ΛΟΝΔΙΝΟΝ, 25.— Ἡ ἑταιρεία περιῆλθεν ὑπὸ νέαν διοίκησιν κατόπιν ἀποφάσεως τῆς γενικῆς συνελεύσεως τῶν μετόχων.: [968, 733, 1158, 765]
- center-column: [567, 14, 959, 2320]
- article-headline: ΠΡΟΑΓΩΓΑΙ ΥΠΑΛΛΗΛΩΝ ΤΗΣ ΑΓΡΟΦΥΛΑΚΗΣ: [217, 255, 375, 279]
- left-subcol-b: [202, 70, 390, 552]
- divider: [6, 62, 390, 64]
- article-body: ΤΟΚΙΟ, 25.— Ὁ Ρῶσσος πρωθυπουργὸς ὑπέβαλε σχέδιον πρὸς ἐξομάλυνσιν τῶν σχέσεων κατὰ τὴν συνάντησίν του μὲ τὸν Κινέζον πρωθυπουργόν.: [1167, 375, 1563, 396]
- column-rule: [395, 14, 396, 2320]
- article-body: ΑΘΗΝΑΙ, 25.— Ἡ ἡμέρα τοῦ Παιδιοῦ θὰ ἑορτασθῇ μὲ λαμπρότητα εἰς ὁλόκληρον τὴν χώραν τὴν προσεχῆ Κυριακήν.: [400, 248, 559, 289]
- article-body: ΑΘΗΝΑΙ, 25.— Τὸ ὑπουργεῖον Κοινωνικῶν Ὑπηρεσιῶν ἀνέπτυξε κατὰ τὴν θερινὴν περίοδον ἔντονον δραστηριότητα εἰς τὸν τομέα τῆς προστασίας τοῦ παιδιοῦ καὶ τῶν κατασκηνώσεων.: [6, 647, 390, 678]
- divider: [400, 295, 559, 296]
- article-body: ΟΥΑΣΙΓΚΤΩΝ, 25.— Ἡ ἀναγνώρισις μιᾶς κυβερνήσεως ὑπὸ τῶν Ἡνωμένων Πολιτειῶν δὲν σημαίνει καὶ ἔγκρισιν τῆς ἀκολουθουμένης πολιτικῆς.: [1167, 507, 1563, 528]
- divider: [1167, 404, 1563, 406]
- article-headline: ΤΟ ΧΡΗΜΑΤΙΣΤΗΡΙΟΝ ΤΩΝ ΕΜΠΟΡΕΥΜΑΤΩΝ: [65, 810, 331, 824]
- article-body: ΑΘΗΝΑΙ, 25.— Ἀπὸ τὴν καθιερωμένην ἀνακοίνωσιν τῆς Τραπέζης τῆς Ἑλλάδος προκύπτει ὅτι τὰ εἰς χρυσὸν καὶ συνάλλαγμα διαθέσιμα τῆς χώρας παρουσίασαν περαιτέρω αὔξησιν κατὰ τὴν τελευταίαν ἑβδομάδα. Τὸ σύνολον τῶν διαθεσίμων ἀνῆλθεν εἰς 231.000.000 δολλάρια.: [6, 112, 194, 194]
- column-4: [968, 14, 1158, 2320]
- divider: [400, 891, 559, 892]
- article-body: ΑΘΗΝΑΙ, 25.— Ὁ Γ. Θ. Ξενούλης κατήγγειλεν ὅτι ἄγνωστος τοῦ ἀφήρεσεν τὸ ποσὸν τῶν 14.700 δραχμῶν καὶ ἐξηφανίσθη.: [6, 506, 194, 548]
- divider: [968, 549, 1158, 550]
